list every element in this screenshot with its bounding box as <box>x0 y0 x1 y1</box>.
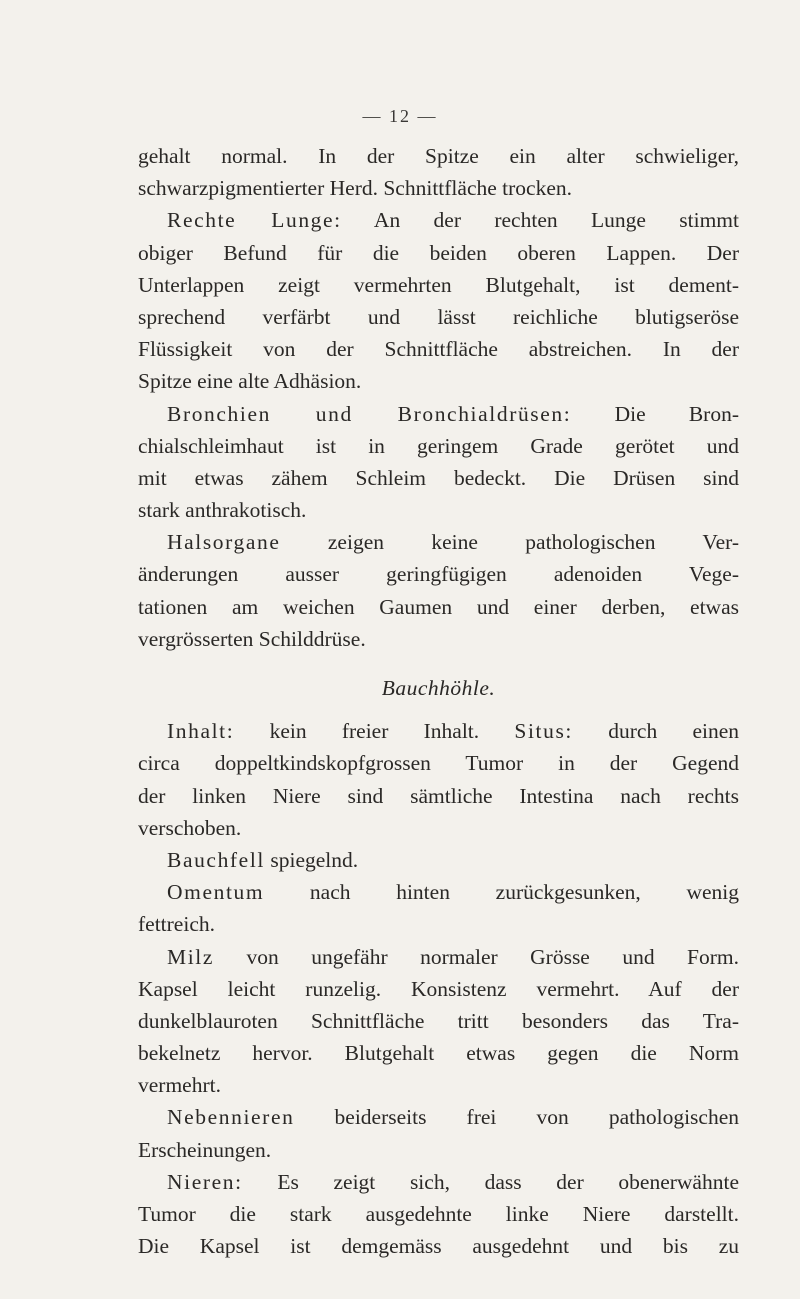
section-heading: Bauchhöhle. <box>381 676 496 700</box>
text-line: Unterlappen zeigt vermehrten Blutgehalt, ist dement- <box>138 272 739 297</box>
text-line: Spitze eine alte Adhäsion. <box>138 369 362 394</box>
text-line: der linken Niere sind sämtliche Intestina nach rechts <box>138 783 739 808</box>
text-run: zeigen keine pathologischen Ver- <box>280 530 739 555</box>
paragraph-start <box>138 1101 739 1133</box>
text-run: beiderseits frei von pathologischen <box>294 1105 739 1130</box>
paragraph-start <box>138 941 739 973</box>
text-line: schwarzpigmentierter Herd. Schnittfläche trocken. <box>138 176 572 201</box>
paragraph-term: Halsorgane <box>167 530 281 555</box>
text-line: fettreich. <box>138 912 215 937</box>
paragraph-start <box>138 1166 739 1198</box>
text-line: Flüssigkeit von der Schnittfläche abstreichen. In der <box>138 337 739 362</box>
paragraph-start <box>138 526 739 558</box>
text-line: tationen am weichen Gaumen und einer derben, etwas <box>138 594 739 619</box>
text-line: chialschleimhaut ist in geringem Grade gerötet und <box>138 433 739 458</box>
text-run: nach hinten zurückgesunken, wenig <box>264 880 739 905</box>
text-run: Es zeigt sich, dass der obenerwähnte <box>242 1169 739 1194</box>
text-run: Die Bron- <box>571 401 739 426</box>
paragraph-start <box>138 715 739 747</box>
text-line: Tumor die stark ausgedehnte linke Niere darstellt. <box>138 1202 739 1226</box>
text-line: bekelnetz hervor. Blutgehalt etwas gegen die Norm <box>138 1041 739 1066</box>
paragraph-term: Rechte Lunge: <box>167 208 342 233</box>
text-line: vermehrt. <box>138 1073 221 1098</box>
text-line: stark anthrakotisch. <box>138 498 307 523</box>
text-run: An der rechten Lunge stimmt <box>341 208 739 233</box>
text-line: verschoben. <box>138 815 242 840</box>
paragraph-term: Milz <box>167 944 215 969</box>
text-line: Erscheinungen. <box>138 1137 272 1162</box>
paragraph-term: Omentum <box>167 880 265 905</box>
text-line: Die Kapsel ist demgemäss ausgedehnt und bis zu <box>138 1234 739 1259</box>
paragraph-start <box>138 204 739 236</box>
text-run: kein freier Inhalt. <box>234 719 515 744</box>
page-number: — 12 — <box>362 106 438 126</box>
paragraph-term: Nebennieren <box>167 1105 295 1130</box>
text-line: dunkelblauroten Schnittfläche tritt besonders das Tra- <box>138 1008 739 1033</box>
paragraph-term: Nieren: <box>167 1169 243 1194</box>
paragraph-start <box>138 844 739 876</box>
text-run: von ungefähr normaler Grösse und Form. <box>214 944 739 969</box>
paragraph-term-secondary: Situs: <box>514 719 573 744</box>
text-line: änderungen ausser geringfügigen adenoiden Vege- <box>138 562 739 587</box>
text-line: mit etwas zähem Schleim bedeckt. Die Drüsen sind <box>138 465 739 490</box>
text-line: Kapsel leicht runzelig. Konsistenz vermehrt. Auf der <box>138 976 739 1001</box>
text-run: spiegelnd. <box>264 847 359 872</box>
text-line: obiger Befund für die beiden oberen Lappen. Der <box>138 240 739 265</box>
paragraph-start <box>138 398 739 430</box>
body-text <box>138 140 739 1262</box>
text-line: gehalt normal. In der Spitze ein alter schwieliger, <box>138 144 739 168</box>
paragraph-term: Inhalt: <box>167 719 235 744</box>
text-line: vergrösserten Schilddrüse. <box>138 626 366 651</box>
paragraph-start <box>138 876 739 908</box>
paragraph-term: Bauchfell <box>167 847 265 872</box>
paragraph-term: Bronchien und Bronchialdrüsen: <box>167 401 572 426</box>
text-line: sprechend verfärbt und lässt reichliche blutigseröse <box>138 304 739 329</box>
text-run: durch einen <box>608 719 739 744</box>
text-line: circa doppeltkindskopfgrossen Tumor in der Gegend <box>138 751 739 776</box>
